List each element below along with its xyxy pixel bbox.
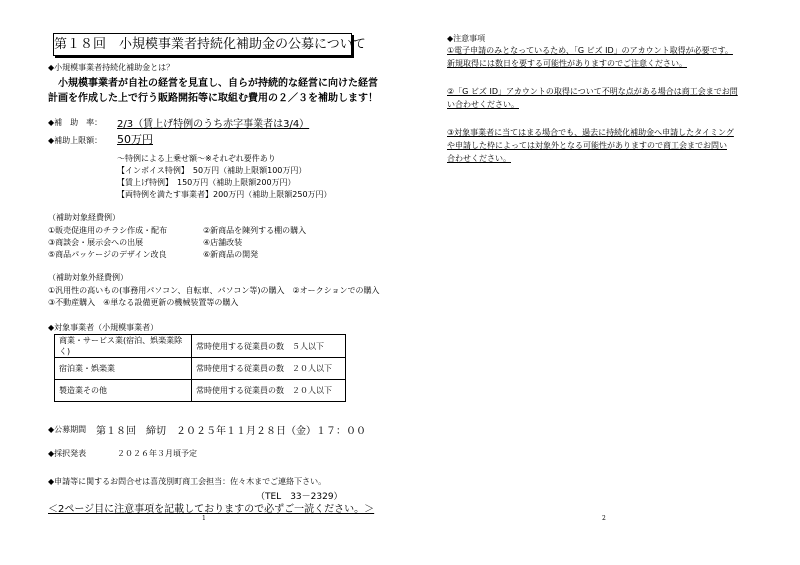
page-number: 1 xyxy=(202,515,206,522)
page2-note: ＜2ページ目に注意事項を記載しておりますので必ずご一読ください。＞ xyxy=(48,504,375,515)
result-value: ２０２６年３月頃予定 xyxy=(117,449,197,458)
table-cell: 商業・サービス業(宿泊、娯楽業除く) xyxy=(55,335,192,358)
special-row: 【賃上げ特例】 150万円（補助上限額200万円） xyxy=(117,178,296,187)
notes-heading: ◆注意事項 xyxy=(447,34,486,43)
table-row xyxy=(55,358,346,380)
intro-line-2: 計画を作成した上で行う販路開拓等に取組む費用の２／３を補助します！ xyxy=(48,93,378,104)
intro-heading: ◆小規模事業者持続化補助金とは？ xyxy=(48,63,175,72)
eligible-item: ①販売促進用のチラシ作成・配布 xyxy=(48,226,168,235)
page-number: 2 xyxy=(602,515,606,522)
table-cell: 常時使用する従業員の数 ５人以下 xyxy=(192,335,346,358)
eligible-item: ⑥新商品の開発 xyxy=(203,250,259,259)
rate-label: ◆補 助 率： xyxy=(48,118,103,127)
table-cell: 製造業その他 xyxy=(55,380,192,402)
page-title: 第１８回 小規模事業者持続化補助金の公募について xyxy=(53,33,352,56)
table-cell: 常時使用する従業員の数 ２０人以下 xyxy=(192,380,346,402)
eligible-item: ⑤商品パッケージのデザイン改良 xyxy=(48,250,167,259)
special-row: 【インボイス特例】 50万円（補助上限額100万円） xyxy=(117,166,307,175)
contact-line: ◆申請等に関するお問合せは喜茂別町商工会担当：佐々木までご連絡下さい。 xyxy=(48,477,327,486)
eligible-item: ④店舗改装 xyxy=(203,238,243,247)
special-intro: 〜特例による上乗せ額〜※それぞれ要件あり xyxy=(117,154,276,163)
table-cell: 常時使用する従業員の数 ２０人以下 xyxy=(192,358,346,380)
note-3-line: や申請した枠によっては対象外となる可能性がありますので商工会までお問い xyxy=(447,141,727,150)
note-3-line: 合わせください。 xyxy=(447,154,511,163)
note-1-line: ①電子申請のみとなっているため、「G ビズ ID」のアカウント取得が必要です。 xyxy=(447,46,733,55)
rate-value: 2/3（賃上げ特例のうち赤字事業者は3/4） xyxy=(117,119,310,130)
note-1-line: 新規取得には数日を要する可能性がありますのでご注意ください。 xyxy=(447,59,687,68)
targets-table xyxy=(54,334,346,402)
eligible-item: ②新商品を陳列する棚の購入 xyxy=(203,226,307,235)
table-row xyxy=(55,380,346,402)
limit-label: ◆補助上限額： xyxy=(48,136,103,145)
special-row: 【両特例を満たす事業者】200万円（補助上限額250万円） xyxy=(117,190,332,199)
note-2-line: い合わせください。 xyxy=(447,100,519,109)
ineligible-item: ③不動産購入 ④単なる設備更新の機械装置等の購入 xyxy=(48,298,239,307)
ineligible-item: ①汎用性の高いもの(事務用パソコン、自転車、パソコン等)の購入 ②オークションでの購入 xyxy=(48,286,380,295)
eligible-heading: （補助対象経費例） xyxy=(48,213,120,222)
note-3-line: ③対象事業者に当てはまる場合でも、過去に持続化補助金へ申請したタイミング xyxy=(447,128,734,137)
table-cell: 宿泊業・娯楽業 xyxy=(55,358,192,380)
ineligible-heading: （補助対象外経費例） xyxy=(48,273,128,282)
result-label: ◆採択発表 xyxy=(48,449,87,458)
deadline-label: ◆公募期間 xyxy=(48,425,87,434)
eligible-item: ③商談会・展示会への出展 xyxy=(48,238,144,247)
limit-value: 50万円 xyxy=(117,133,153,146)
table-row xyxy=(55,335,346,358)
deadline-value: 第１８回 締切 ２０２５年１１月２８日（金）１７：００ xyxy=(96,426,366,437)
contact-tel: （TEL 33－2329） xyxy=(256,492,343,502)
targets-heading: ◆対象事業者（小規模事業者） xyxy=(48,323,159,332)
intro-line-1: 小規模事業者が自社の経営を見直し、自らが持続的な経営に向けた経営 xyxy=(58,78,378,89)
note-2-line: ②「G ビズ ID」アカウントの取得について不明な点がある場合は商工会までお問 xyxy=(447,87,738,96)
